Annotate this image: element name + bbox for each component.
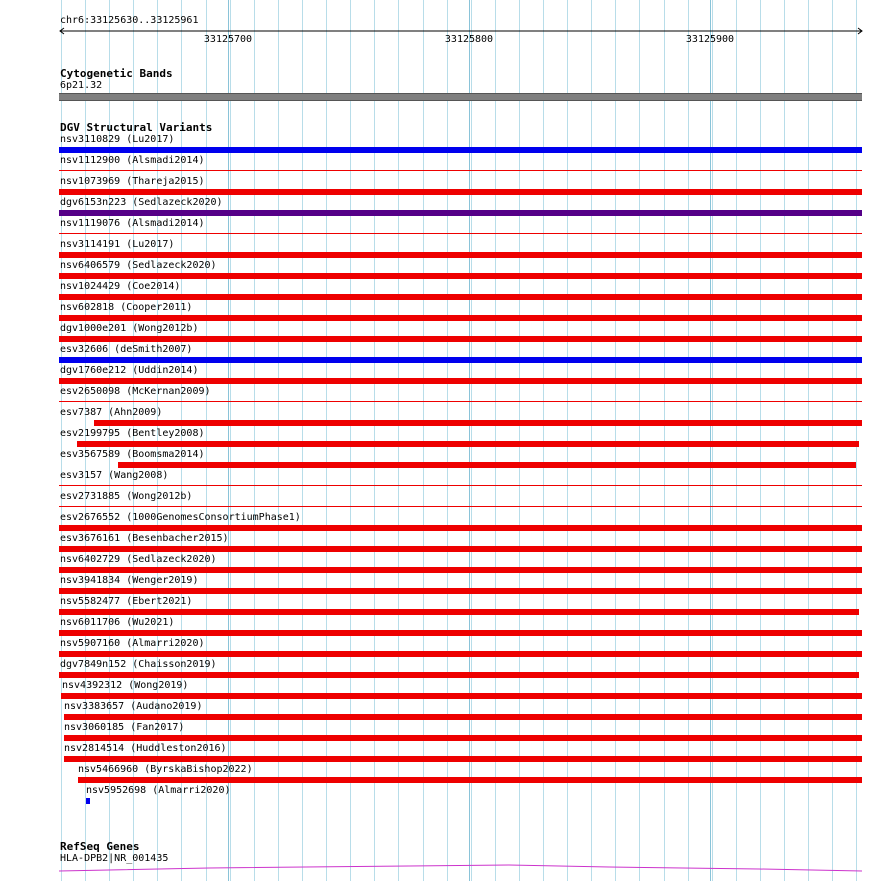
dgv-feature-bar[interactable] <box>59 672 859 678</box>
dgv-feature-bar[interactable] <box>59 210 862 216</box>
refseq-track-title: RefSeq Genes <box>60 840 140 853</box>
dgv-feature-bar[interactable] <box>59 609 859 615</box>
dgv-feature-bar[interactable] <box>61 693 862 699</box>
dgv-feature-label[interactable]: nsv1024429 (Coe2014) <box>60 281 181 292</box>
dgv-feature-bar[interactable] <box>59 147 862 153</box>
dgv-feature-label[interactable]: nsv3114191 (Lu2017) <box>60 239 175 250</box>
dgv-feature-label[interactable]: nsv3060185 (Fan2017) <box>64 722 185 733</box>
dgv-feature-bar[interactable] <box>59 315 862 321</box>
dgv-feature-bar[interactable] <box>59 651 862 657</box>
dgv-feature-bar[interactable] <box>59 336 862 342</box>
dgv-feature-label[interactable]: nsv6406579 (Sedlazeck2020) <box>60 260 217 271</box>
dgv-feature-label[interactable]: dgv6153n223 (Sedlazeck2020) <box>60 197 223 208</box>
refseq-gene-model[interactable] <box>59 862 863 874</box>
dgv-track-title: DGV Structural Variants <box>60 121 213 134</box>
dgv-feature-label[interactable]: nsv5466960 (ByrskaBishop2022) <box>78 764 253 775</box>
dgv-feature-label[interactable]: esv3567589 (Boomsma2014) <box>60 449 205 460</box>
dgv-feature-bar[interactable] <box>86 798 89 804</box>
dgv-feature-bar[interactable] <box>118 462 856 468</box>
dgv-feature-bar[interactable] <box>59 252 862 258</box>
dgv-feature-label[interactable]: dgv7849n152 (Chaisson2019) <box>60 659 217 670</box>
cytoband-label: 6p21.32 <box>60 80 103 91</box>
dgv-feature-label[interactable]: nsv3383657 (Audano2019) <box>64 701 203 712</box>
dgv-feature-bar[interactable] <box>77 441 859 447</box>
dgv-feature-label[interactable]: esv3157 (Wang2008) <box>60 470 169 481</box>
dgv-feature-label[interactable]: nsv5582477 (Ebert2021) <box>60 596 193 607</box>
dgv-feature-bar[interactable] <box>64 714 862 720</box>
dgv-feature-label[interactable]: esv2199795 (Bentley2008) <box>60 428 205 439</box>
dgv-feature-bar[interactable] <box>59 567 862 573</box>
dgv-feature-bar[interactable] <box>59 273 862 279</box>
dgv-feature-label[interactable]: nsv1119076 (Alsmadi2014) <box>60 218 205 229</box>
dgv-feature-label[interactable]: nsv1073969 (Thareja2015) <box>60 176 205 187</box>
ruler-tick-label: 33125700 <box>203 34 253 45</box>
dgv-feature-label[interactable]: nsv3941834 (Wenger2019) <box>60 575 199 586</box>
dgv-feature-bar[interactable] <box>59 294 862 300</box>
dgv-feature-bar[interactable] <box>59 170 862 171</box>
dgv-feature-label[interactable]: nsv6011706 (Wu2021) <box>60 617 175 628</box>
ruler-tick-label: 33125900 <box>685 34 735 45</box>
dgv-feature-bar[interactable] <box>59 233 862 234</box>
dgv-feature-label[interactable]: esv7387 (Ahn2009) <box>60 407 163 418</box>
dgv-feature-label[interactable]: nsv4392312 (Wong2019) <box>62 680 189 691</box>
dgv-feature-bar[interactable] <box>64 756 862 762</box>
dgv-feature-label[interactable]: esv2650098 (McKernan2009) <box>60 386 211 397</box>
dgv-feature-bar[interactable] <box>59 378 862 384</box>
cytoband-bar[interactable] <box>59 93 862 101</box>
dgv-feature-bar[interactable] <box>59 401 862 402</box>
dgv-feature-bar[interactable] <box>59 525 862 531</box>
dgv-feature-label[interactable]: nsv1112900 (Alsmadi2014) <box>60 155 205 166</box>
dgv-feature-bar[interactable] <box>59 546 862 552</box>
dgv-feature-label[interactable]: nsv602818 (Cooper2011) <box>60 302 193 313</box>
dgv-feature-label[interactable]: esv2676552 (1000GenomesConsortiumPhase1) <box>60 512 301 523</box>
dgv-feature-label[interactable]: esv32606 (deSmith2007) <box>60 344 193 355</box>
dgv-feature-bar[interactable] <box>64 735 862 741</box>
dgv-feature-bar[interactable] <box>59 485 862 486</box>
dgv-feature-bar[interactable] <box>59 630 862 636</box>
dgv-feature-bar[interactable] <box>59 189 862 195</box>
location-label: chr6:33125630..33125961 <box>60 15 199 26</box>
refseq-gene-label[interactable]: HLA-DPB2|NR_001435 <box>60 853 169 864</box>
dgv-feature-label[interactable]: dgv1760e212 (Uddin2014) <box>60 365 199 376</box>
dgv-feature-label[interactable]: dgv1000e201 (Wong2012b) <box>60 323 199 334</box>
dgv-feature-bar[interactable] <box>59 506 862 507</box>
ruler-tick-label: 33125800 <box>444 34 494 45</box>
dgv-feature-label[interactable]: esv3676161 (Besenbacher2015) <box>60 533 229 544</box>
dgv-feature-label[interactable]: nsv5952698 (Almarri2020) <box>86 785 231 796</box>
dgv-feature-bar[interactable] <box>59 357 862 363</box>
dgv-feature-label[interactable]: nsv2814514 (Huddleston2016) <box>64 743 227 754</box>
dgv-feature-label[interactable]: nsv5907160 (Almarri2020) <box>60 638 205 649</box>
dgv-feature-bar[interactable] <box>78 777 862 783</box>
dgv-feature-label[interactable]: nsv3110829 (Lu2017) <box>60 134 175 145</box>
dgv-feature-label[interactable]: nsv6402729 (Sedlazeck2020) <box>60 554 217 565</box>
cytoband-track-title: Cytogenetic Bands <box>60 67 173 80</box>
dgv-feature-bar[interactable] <box>59 588 862 594</box>
dgv-feature-label[interactable]: esv2731885 (Wong2012b) <box>60 491 193 502</box>
dgv-feature-bar[interactable] <box>94 420 862 426</box>
